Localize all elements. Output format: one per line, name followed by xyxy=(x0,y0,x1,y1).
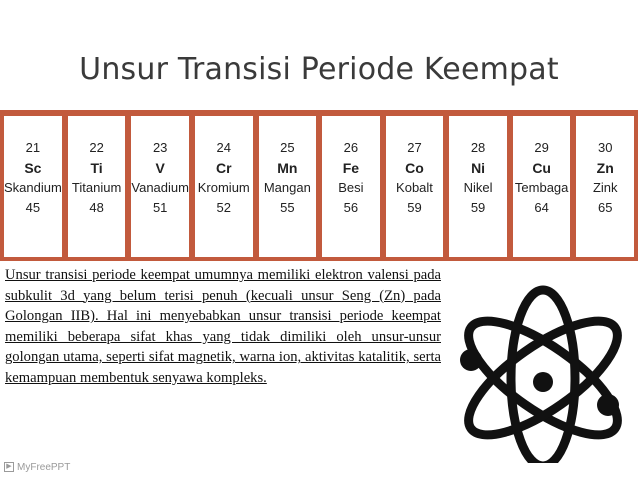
element-cell xyxy=(259,116,317,257)
element-name: Besi xyxy=(338,180,364,195)
element-number: 22 xyxy=(89,140,104,155)
element-name: Zink xyxy=(592,180,618,195)
element-name: Mangan xyxy=(263,180,311,195)
element-number: 25 xyxy=(280,140,295,155)
element-name: Titanium xyxy=(71,180,122,195)
element-symbol: Ni xyxy=(471,160,486,176)
element-cell xyxy=(131,116,189,257)
element-symbol: Cu xyxy=(532,160,551,176)
element-symbol: Sc xyxy=(24,160,42,176)
element-number: 27 xyxy=(407,140,422,155)
slide-title: Unsur Transisi Periode Keempat xyxy=(79,52,559,87)
element-name: Kobalt xyxy=(396,180,433,195)
watermark-text: MyFreePPT xyxy=(17,461,71,473)
element-number: 23 xyxy=(152,140,168,155)
atom-icon xyxy=(451,278,636,463)
element-mass: 65 xyxy=(597,200,613,215)
element-cell xyxy=(513,116,571,257)
element-mass: 59 xyxy=(407,200,422,215)
element-cell xyxy=(449,116,507,257)
element-number: 24 xyxy=(216,140,231,155)
element-mass: 52 xyxy=(216,200,231,215)
element-name: Skandium xyxy=(4,180,62,195)
watermark-logo xyxy=(4,460,70,474)
element-symbol: Zn xyxy=(596,160,614,176)
element-mass: 55 xyxy=(280,200,295,215)
element-name: Tembaga xyxy=(514,180,569,195)
element-mass: 64 xyxy=(534,200,549,215)
element-number: 29 xyxy=(534,140,549,155)
element-number: 21 xyxy=(25,140,41,155)
logo-box-icon: ▶ xyxy=(4,462,14,472)
element-name: Kromium xyxy=(197,180,250,195)
element-cell xyxy=(322,116,380,257)
element-symbol: Fe xyxy=(342,160,360,176)
element-cell xyxy=(386,116,444,257)
element-symbol: Mn xyxy=(277,160,298,176)
element-mass: 45 xyxy=(25,200,41,215)
element-name: Nikel xyxy=(463,180,493,195)
element-cell xyxy=(4,116,62,257)
element-symbol: Cr xyxy=(215,160,232,176)
element-mass: 56 xyxy=(343,200,359,215)
element-mass: 59 xyxy=(470,200,486,215)
element-number: 26 xyxy=(343,140,359,155)
element-cell xyxy=(195,116,253,257)
element-mass: 51 xyxy=(152,200,168,215)
element-number: 28 xyxy=(470,140,486,155)
element-cell xyxy=(576,116,634,257)
body-paragraph: Unsur transisi periode keempat umumnya memiliki elektron valensi pada subkulit 3d yang belum terisi penuh (kecuali unsur Seng (Zn) pada Golongan IIB). Hal ini menyebabkan unsur transisi periode keempat memiliki beberapa sifat khas yang tidak dimiliki oleh unsur-unsur golongan utama, seperti sifat magnetik, warna ion, aktivitas katalitik, serta kemampuan membentuk senyawa kompleks. xyxy=(5,267,441,386)
element-cell xyxy=(68,116,126,257)
periodic-table-strip xyxy=(0,110,638,261)
element-mass: 48 xyxy=(89,200,104,215)
element-symbol: Ti xyxy=(90,160,103,176)
element-symbol: V xyxy=(155,160,165,176)
element-cells xyxy=(4,116,634,257)
element-symbol: Co xyxy=(405,160,424,176)
element-number: 30 xyxy=(597,140,613,155)
element-name: Vanadium xyxy=(131,180,189,195)
